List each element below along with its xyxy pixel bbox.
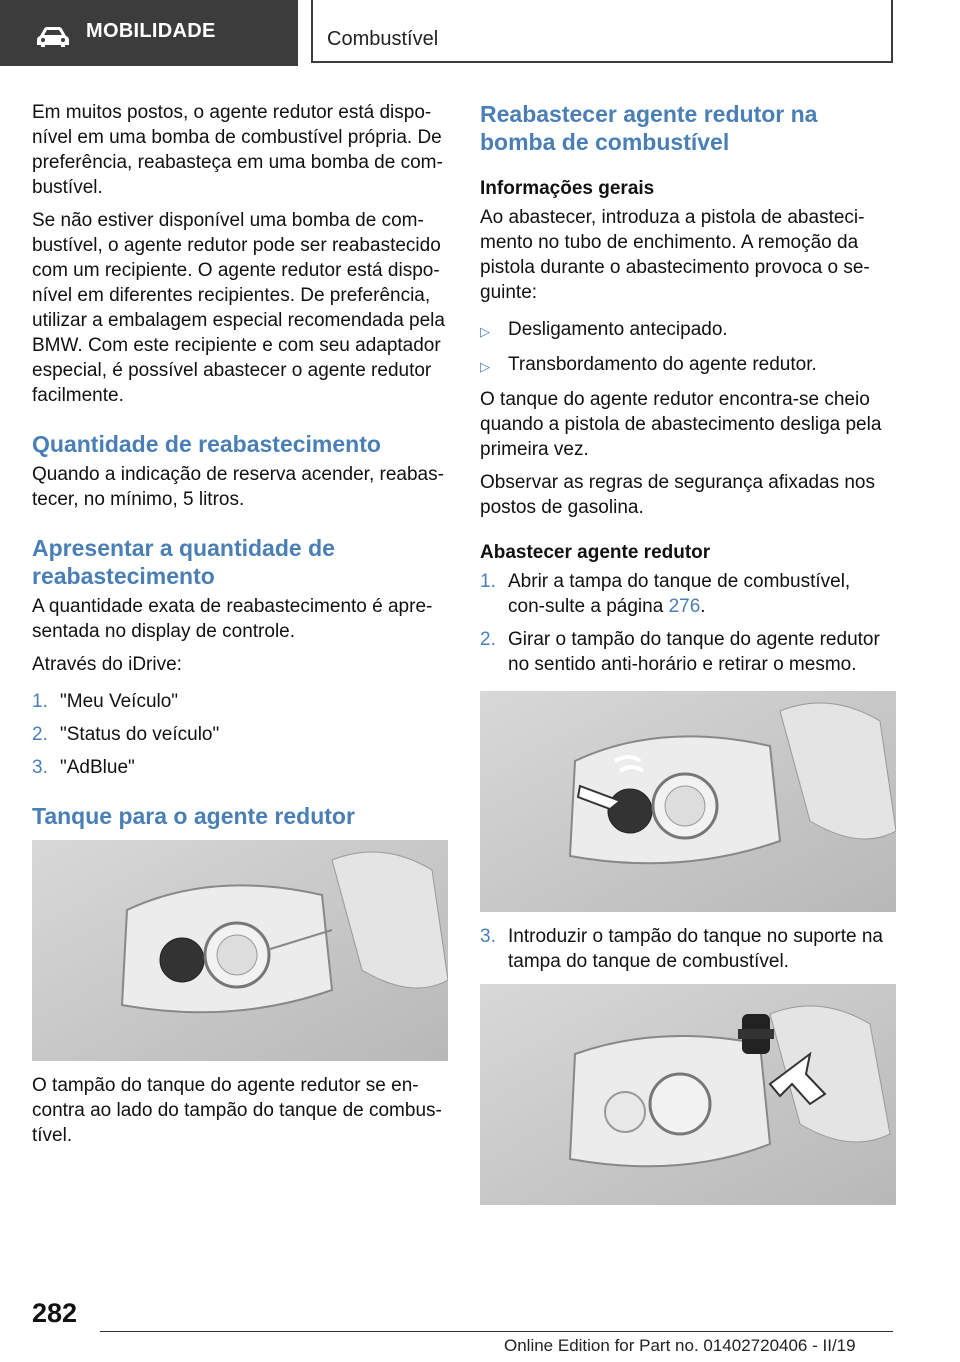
tank-location-text: O tampão do tanque do agente redutor se en-contra ao lado do tampão do tanque de combus-tível. <box>32 1075 442 1146</box>
footer-divider <box>100 1331 893 1332</box>
triangle-right-icon: ▷ <box>480 359 490 374</box>
tank-full-text: O tanque do agente redutor encontra-se cheio quando a pistola de abastecimento desliga pela primeira vez. <box>480 389 882 460</box>
heading-display-quantity: Apresentar a quantidade de reabastecimento <box>32 535 335 589</box>
intro-paragraph-2: Se não estiver disponível uma bomba de com-bustível, o agente redutor pode ser reabastecido com um recipiente. O agente redutor está dispo-nível em diferentes recipientes. De preferência, utilizar a embalagem especial recomendada pela BMW. Com este recipiente e com seu adaptador especial, é possível abastecer o agente redutor facilmente. <box>32 210 445 406</box>
section-tab <box>0 0 298 66</box>
section-label: MOBILIDADE <box>86 20 216 42</box>
tank-cap-photo <box>32 840 448 1061</box>
triangle-right-icon: ▷ <box>480 324 490 339</box>
store-cap-photo <box>480 984 896 1205</box>
idrive-text: Através do iDrive: <box>32 654 182 675</box>
fill-steps <box>480 569 892 677</box>
list-item: 1. "Meu Veículo" <box>32 691 179 712</box>
list-item: 2. Girar o tampão do tanque do agente redutor no sentido anti-horário e retirar o mesmo. <box>480 629 880 675</box>
heading-refill-pump: Reabastecer agente redutor na bomba de combustível <box>480 101 818 155</box>
left-column <box>32 100 450 1156</box>
chapter-label: Combustível <box>327 28 439 50</box>
heading-reductant-tank: Tanque para o agente redutor <box>32 803 355 829</box>
list-item: 2. "Status do veículo" <box>32 724 220 745</box>
page-link[interactable]: 276 <box>668 596 701 617</box>
idrive-steps <box>32 689 450 780</box>
safety-text: Observar as regras de segurança afixadas nos postos de gasolina. <box>480 472 875 518</box>
car-icon <box>36 26 70 48</box>
right-column <box>480 100 892 1217</box>
intro-paragraph-1: Em muitos postos, o agente redutor está dispo-nível em uma bomba de combustível própria. De preferência, reabasteça em uma bomba de com-bustível. <box>32 102 443 198</box>
display-quantity-text: A quantidade exata de reabastecimento é apre-sentada no display de controle. <box>32 596 433 642</box>
list-item: 3. "AdBlue" <box>32 757 135 778</box>
edition-text: Online Edition for Part no. 01402720406 - II/19 <box>504 1336 856 1355</box>
list-item: 3. Introduzir o tampão do tanque no suporte na tampa do tanque de combustível. <box>480 926 883 972</box>
heading-refill-quantity: Quantidade de reabastecimento <box>32 431 381 457</box>
list-item: 1. Abrir a tampa do tanque de combustível, con-sulte a página 276. <box>480 571 851 617</box>
fill-steps-continued <box>480 924 892 974</box>
remove-cap-photo <box>480 691 896 912</box>
list-item: ▷ Transbordamento do agente redutor. <box>480 352 892 379</box>
bullet-list <box>480 317 892 379</box>
refill-quantity-text: Quando a indicação de reserva acender, reabas-tecer, no mínimo, 5 litros. <box>32 464 444 510</box>
page-number: 282 <box>32 1298 78 1328</box>
heading-general-info: Informações gerais <box>480 178 655 199</box>
heading-fill-reductant: Abastecer agente redutor <box>480 542 711 563</box>
general-info-text: Ao abastecer, introduza a pistola de abasteci-mento no tubo de enchimento. A remoção da pistola durante o abastecimento provoca o se-guinte: <box>480 207 870 303</box>
list-item: ▷ Desligamento antecipado. <box>480 317 892 344</box>
chapter-tab <box>311 0 893 63</box>
